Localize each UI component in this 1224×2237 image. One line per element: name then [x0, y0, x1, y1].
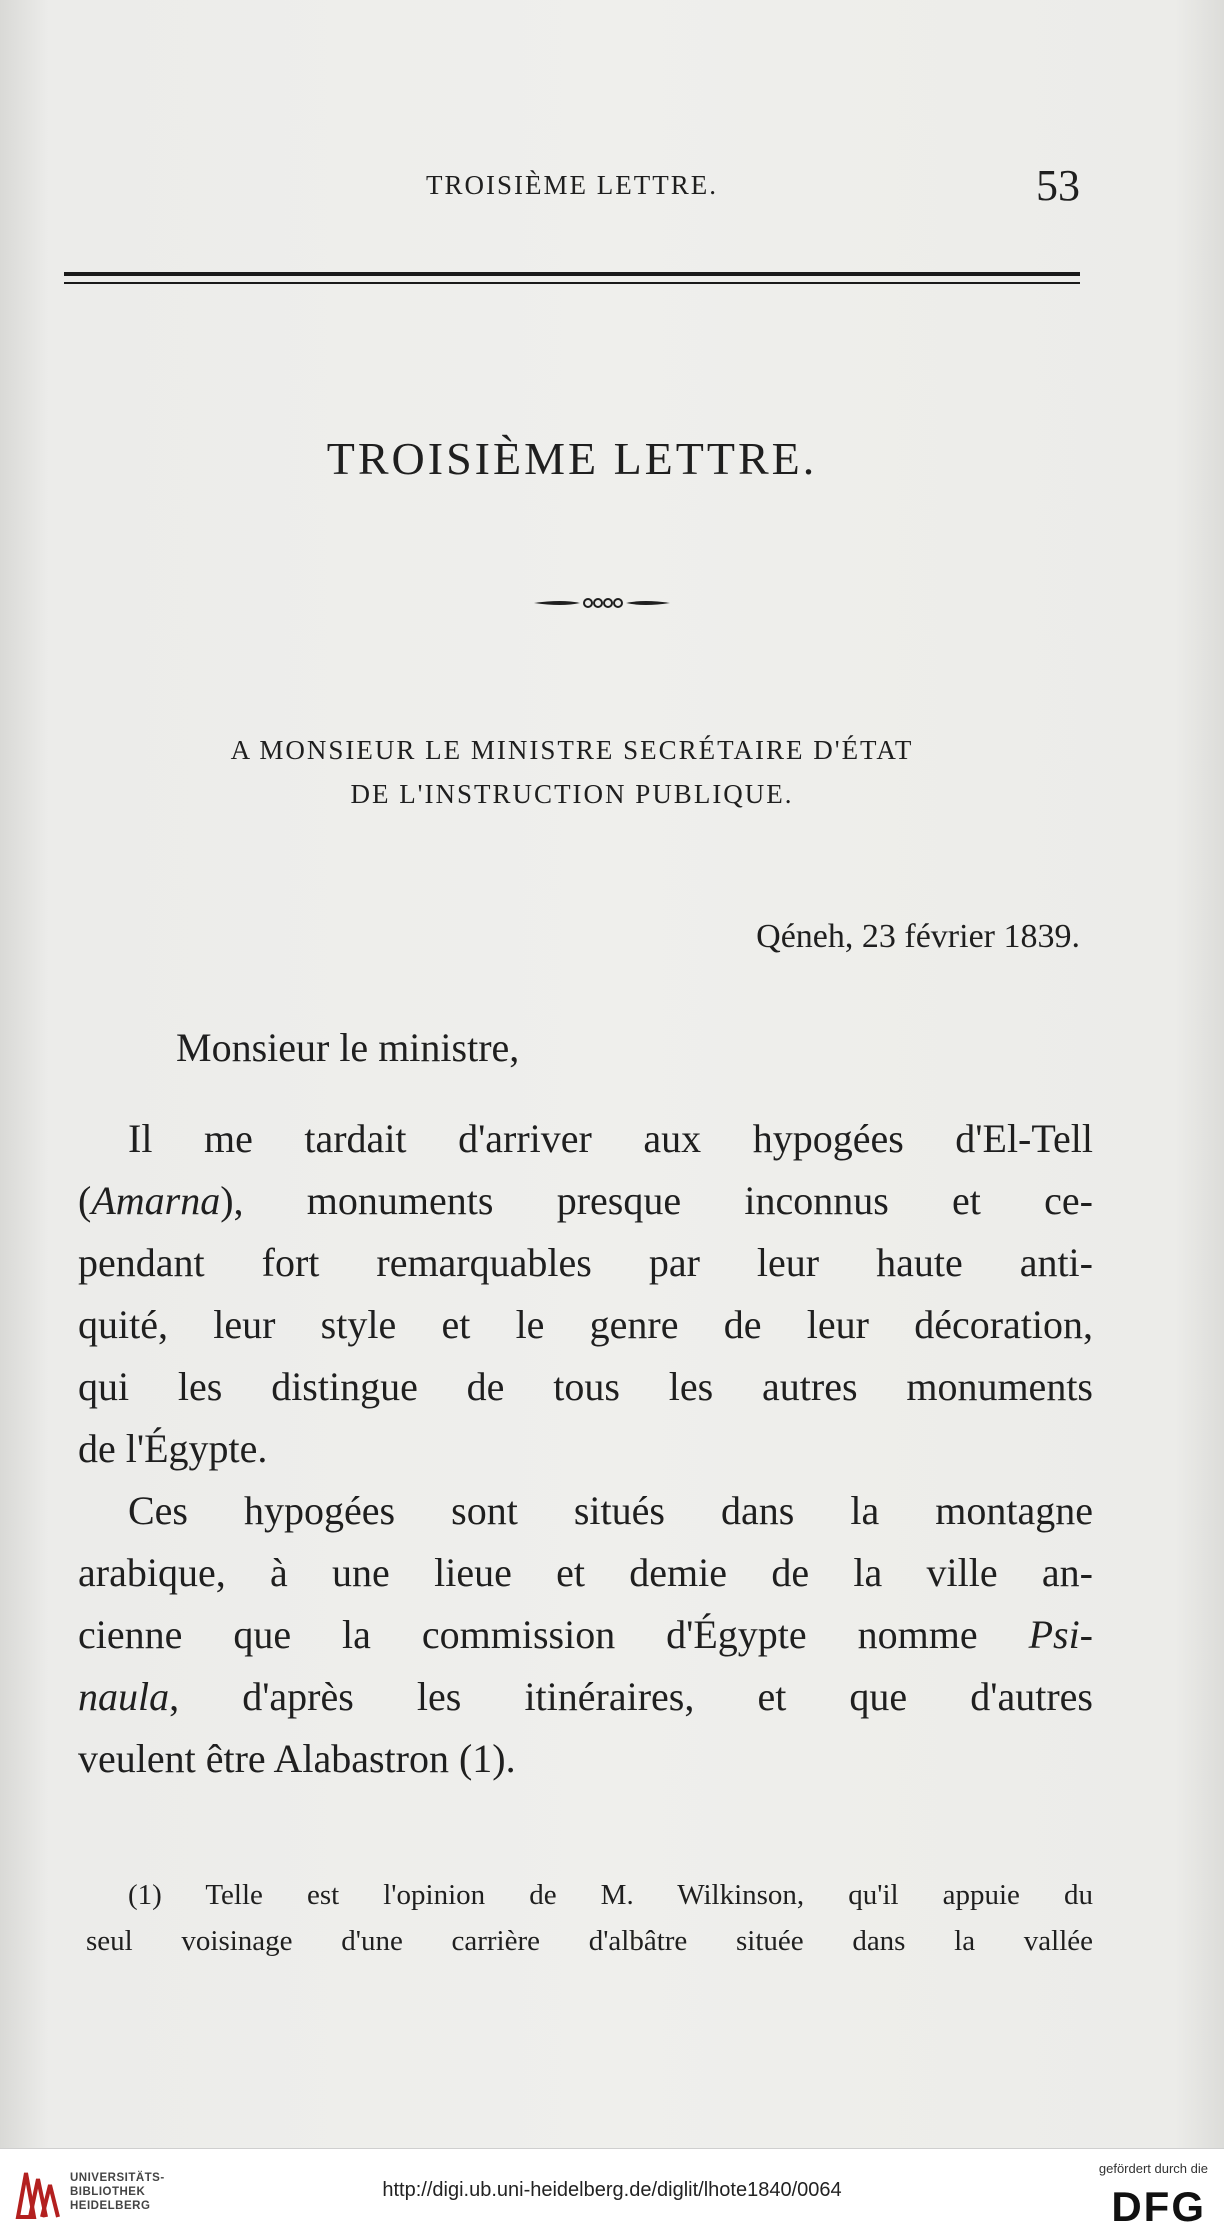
salutation: Monsieur le ministre, [176, 1025, 520, 1070]
permalink-url[interactable]: http://digi.ub.uni-heidelberg.de/diglit/lhote1840/0064 [382, 2179, 842, 2201]
italic-place-name: naula [78, 1674, 170, 1719]
text-line: cienne que la commission d'Égypte nomme Psi- [78, 1612, 1093, 1657]
library-name: UNIVERSITÄTS- BIBLIOTHEK HEIDELBERG [70, 2172, 165, 2212]
address-line-2: DE L'INSTRUCTION PUBLIQUE. [350, 779, 794, 809]
dateline: Qéneh, 23 février 1839. [756, 918, 1080, 955]
address-block [64, 728, 1080, 816]
text-line: Ces hypogées sont situés dans la montagne [128, 1488, 1093, 1533]
running-title: TROISIÈME LETTRE. [426, 170, 718, 200]
paragraph-2 [78, 1480, 1093, 1790]
paragraph-1 [78, 1108, 1093, 1480]
header-rule-thin [64, 282, 1080, 284]
letter-heading: TROISIÈME LETTRE. [326, 433, 818, 484]
text-line: de l'Égypte. [78, 1426, 268, 1471]
text-line: Il me tardait d'arriver aux hypogées d'El-Tell [128, 1116, 1093, 1161]
text-line: (Amarna), monuments presque inconnus et ce- [78, 1178, 1093, 1223]
footnote-line: seul voisinage d'une carrière d'albâtre située dans la vallée [86, 1925, 1093, 1957]
dfg-logo: DFG [1111, 2183, 1206, 2230]
text-line: veulent être Alabastron (1). [78, 1736, 516, 1781]
italic-place-name: Amarna [91, 1178, 221, 1223]
ornament-divider [532, 594, 672, 612]
text-line: quité, leur style et le genre de leur décoration, [78, 1302, 1093, 1347]
text-line: arabique, à une lieue et demie de la ville an- [78, 1550, 1093, 1595]
text-line: pendant fort remarquables par leur haute anti- [78, 1240, 1093, 1285]
footnote [86, 1872, 1093, 1964]
page-number: 53 [1036, 161, 1080, 210]
sponsor-text: gefördert durch die [1098, 2161, 1208, 2176]
footnote-line: (1) Telle est l'opinion de M. Wilkinson, qu'il appuie du [128, 1879, 1093, 1911]
header-rule-thick [64, 272, 1080, 276]
running-head [64, 160, 1080, 220]
text-line: qui les distingue de tous les autres monuments [78, 1364, 1093, 1409]
address-line-1: A MONSIEUR LE MINISTRE SECRÉTAIRE D'ÉTAT [230, 735, 914, 765]
text-line: naula, d'après les itinéraires, et que d'autres [78, 1674, 1093, 1719]
italic-place-name: Psi- [1028, 1612, 1093, 1657]
viewer-footer [0, 2148, 1224, 2237]
